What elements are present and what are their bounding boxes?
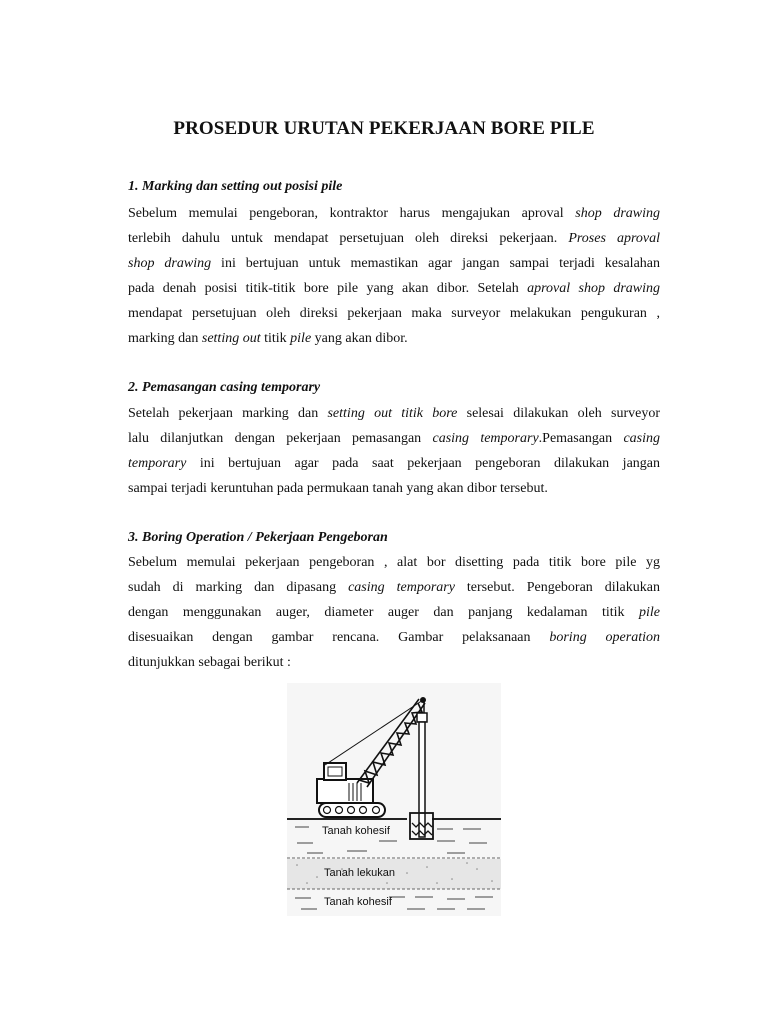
- text-run: yang akan dibor.: [311, 331, 408, 346]
- paragraph-line: [128, 401, 660, 426]
- paragraph-line: [128, 476, 660, 501]
- text-run: selesai dilakukan oleh surveyor: [457, 406, 660, 421]
- italic-term: pile: [639, 605, 660, 620]
- text-run: mendapat persetujuan oleh direksi pekerjaan maka surveyor melakukan pengukuran ,: [128, 306, 660, 321]
- boring-operation-figure: [287, 683, 501, 916]
- section-2-body: [128, 401, 660, 501]
- layer-label-cohesive-bottom: Tanah kohesif: [324, 896, 392, 908]
- paragraph-line: [128, 575, 660, 600]
- text-run: Sebelum memulai pekerjaan pengeboran , alat bor disetting pada titik bore pile yg: [128, 555, 660, 570]
- paragraph-line: [128, 451, 660, 476]
- paragraph-line: [128, 426, 660, 451]
- text-run: titik: [260, 331, 291, 346]
- italic-term: setting out titik bore: [327, 406, 458, 421]
- italic-term: aproval shop drawing: [527, 281, 661, 296]
- paragraph-line: [128, 550, 660, 575]
- text-run: dengan menggunakan auger, diameter auger dan panjang kedalaman titik: [128, 605, 639, 620]
- paragraph-line: [128, 201, 660, 226]
- italic-term: temporary: [128, 456, 187, 471]
- section-3-heading: 3. Boring Operation / Pekerjaan Pengeboran: [128, 530, 388, 545]
- page-title: PROSEDUR URUTAN PEKERJAAN BORE PILE: [173, 118, 595, 139]
- paragraph-line: [128, 301, 660, 326]
- text-run: sudah di marking dan dipasang: [128, 580, 349, 595]
- text-run: pada denah posisi titik-titik bore pile yang akan dibor. Setelah: [128, 281, 528, 296]
- paragraph-line: [128, 276, 660, 301]
- paragraph-line: [128, 625, 660, 650]
- italic-term: shop drawing: [128, 256, 212, 271]
- italic-term: casing temporary: [432, 431, 539, 446]
- text-run: terlebih dahulu untuk mendapat persetujuan oleh direksi pekerjaan.: [128, 231, 569, 246]
- text-run: lalu dilanjutkan dengan pekerjaan pemasangan: [128, 431, 433, 446]
- italic-term: shop drawing: [575, 206, 661, 221]
- layer-label-lekukan: Tanah lekukan: [324, 867, 395, 879]
- text-run: ini bertujuan untuk memastikan agar jangan sampai terjadi kesalahan: [211, 256, 660, 271]
- paragraph-line: [128, 650, 660, 675]
- paragraph-line: [128, 226, 660, 251]
- layer-label-cohesive-top: Tanah kohesif: [322, 825, 390, 837]
- text-run: marking dan: [128, 331, 202, 346]
- text-run: ditunjukkan sebagai berikut :: [128, 655, 291, 670]
- text-run: ini bertujuan agar pada saat pekerjaan pengeboran dilakukan jangan: [186, 456, 660, 471]
- drill-kelly-bar: [417, 713, 427, 837]
- crane-drilling-illustration: [287, 683, 501, 916]
- section-1-heading: 1. Marking dan setting out posisi pile: [128, 179, 343, 194]
- crane-tracks: [319, 803, 385, 817]
- section-2-heading: 2. Pemasangan casing temporary: [128, 380, 321, 395]
- paragraph-line: [128, 600, 660, 625]
- paragraph-line: [128, 251, 660, 276]
- italic-term: casing: [623, 431, 660, 446]
- text-run: tersebut. Pengeboran dilakukan: [454, 580, 660, 595]
- text-run: sampai terjadi keruntuhan pada permukaan tanah yang akan dibor tersebut.: [128, 481, 548, 496]
- italic-term: casing temporary: [348, 580, 455, 595]
- section-1-body: [128, 201, 660, 351]
- italic-term: boring operation: [549, 630, 660, 645]
- italic-term: setting out: [201, 331, 261, 346]
- italic-term: Proses aproval: [568, 231, 660, 246]
- text-run: Sebelum memulai pengeboran, kontraktor harus mengajukan aproval: [128, 206, 576, 221]
- text-run: .Pemasangan: [538, 431, 624, 446]
- section-3-body: [128, 550, 660, 675]
- text-run: disesuaikan dengan gambar rencana. Gambar pelaksanaan: [128, 630, 550, 645]
- text-run: Setelah pekerjaan marking dan: [128, 406, 328, 421]
- italic-term: pile: [290, 331, 312, 346]
- paragraph-line: [128, 326, 660, 351]
